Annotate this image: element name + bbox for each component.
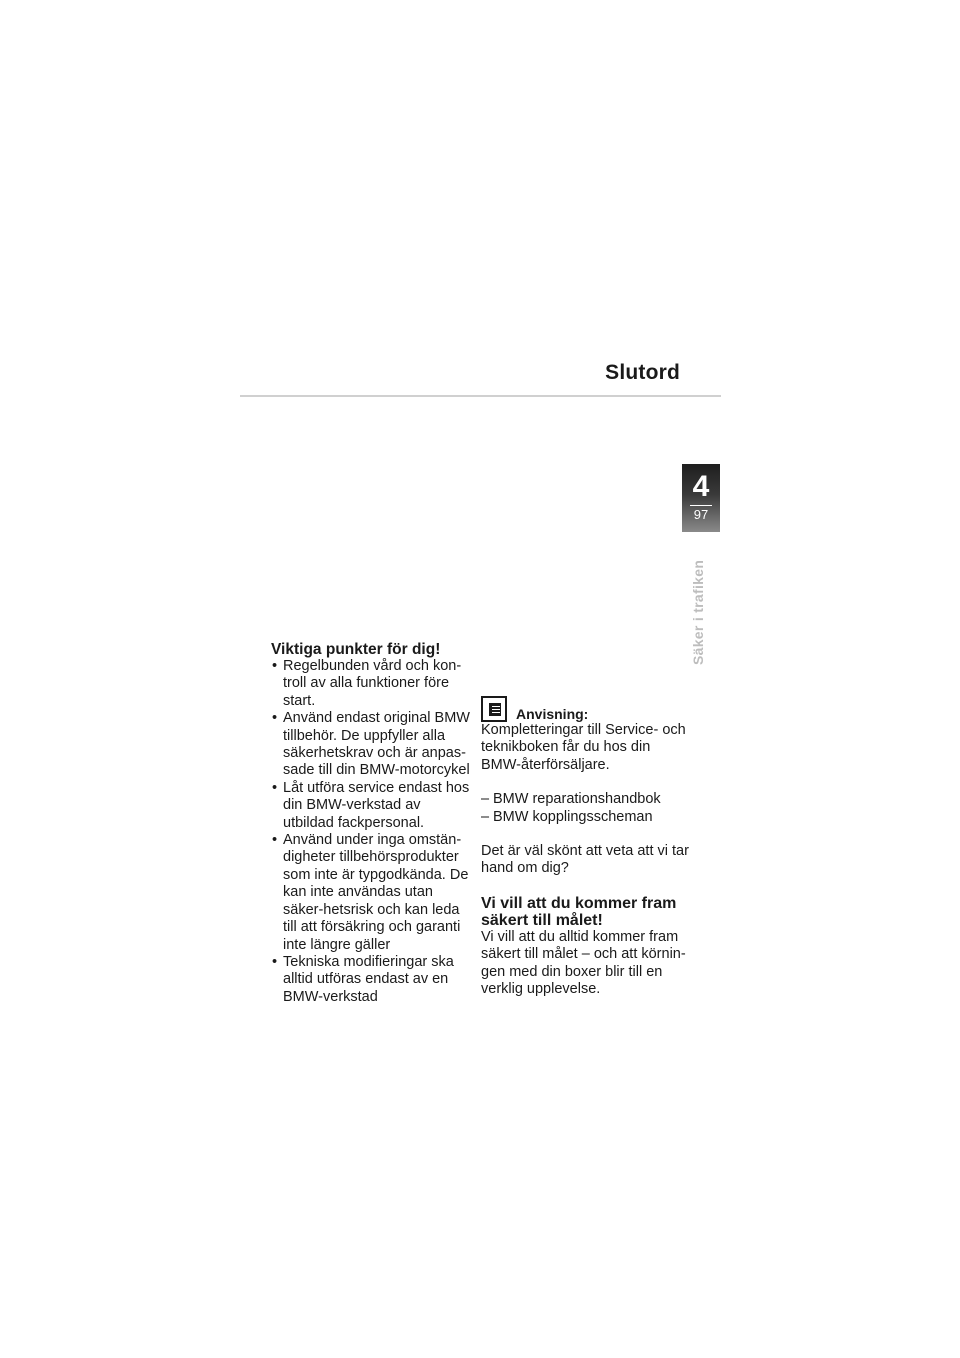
note-label: Anvisning: [516,706,589,722]
section-text: Vi vill att du alltid kommer fram säkert till målet – och att körnin-gen med din boxer blir till en verklig upplevelse. [481,928,686,998]
list-item: – BMW kopplingsscheman [481,809,691,826]
list-item: • Låt utföra service endast hos din BMW-verkstad av utbildad fackpersonal. [271,780,471,832]
list-item: – BMW reparationshandbok [481,791,691,808]
right-column [481,694,691,998]
note-icon [481,696,507,722]
section-heading: Vi vill att du kommer fram säkert till målet! [481,894,677,929]
dash-list [481,791,691,826]
chapter-divider [690,505,712,506]
list-item: • Använd under inga omstän-digheter tillbehörsprodukter som inte är typgodkända. De kan inte användas utan säker-hetsrisk och kan leda till att försäkring och garanti inte längre gäller [271,832,471,954]
list-item: • Tekniska modifieringar ska alltid utföras endast av en BMW-verkstad [271,954,471,1006]
page-title: Slutord [605,361,680,384]
chapter-number: 4 [692,470,710,503]
page-number: 97 [693,507,709,522]
note-header [481,694,691,722]
list-item: • Regelbunden vård och kon-troll av alla funktioner före start. [271,658,471,710]
left-heading: Viktiga punkter för dig! [271,641,441,658]
chapter-side-label: Säker i trafiken [690,559,706,665]
chapter-tab [682,464,720,532]
header-divider [240,395,721,397]
note-text: Kompletteringar till Service- och teknikboken får du hos din BMW-återförsäljare. [481,722,686,773]
bullet-list [271,658,471,1006]
closing-text: Det är väl skönt att veta att vi tar hand om dig? [481,843,689,877]
list-item: • Använd endast original BMW tillbehör. De uppfyller alla säkerhetskrav och är anpas-sade till din BMW-motorcykel [271,710,471,780]
left-column [271,641,471,1006]
